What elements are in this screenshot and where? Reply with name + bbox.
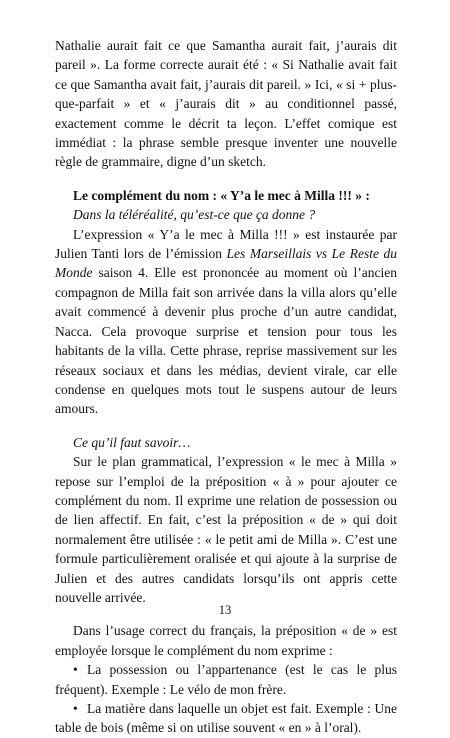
list-item xyxy=(55,660,397,699)
paragraph-usage: Dans l’usage correct du français, la préposition « de » est employée lorsque le complément du nom exprime : xyxy=(55,623,397,658)
bullet-icon: • xyxy=(73,662,78,678)
subheading-know: Ce qu’il faut savoir… xyxy=(73,434,191,450)
paragraph-expression-start: L’expression « Y’a le mec à Milla !!! » est instaurée par Julien Tanti lors de l’émission xyxy=(55,226,397,262)
bullet-list xyxy=(55,660,397,738)
list-item-text: La possession ou l’appartenance (est le cas le plus fréquent). Exemple : Le vélo de mon frère. xyxy=(55,662,397,697)
show-title: Les Marseillais vs Le Reste du Monde xyxy=(55,246,397,281)
spacer xyxy=(55,172,397,186)
page-number: 13 xyxy=(218,603,232,617)
list-item-text: La matière dans laquelle un objet est fait. Exemple : Une table de bois (même si on utilise souvent « en » à l’oral). xyxy=(55,701,397,736)
subheading-tv: Dans la téléréalité, qu’est-ce que ça donne ? xyxy=(73,207,316,223)
paragraph-expression xyxy=(55,225,397,419)
paragraph-expression-end: saison 4. Elle est prononcée au moment où l’ancien compagnon de Milla fait son arrivée dans la villa alors qu’elle avait commencé à devenir plus proche d’un autre candidat, Nacca. Cela provoque surprise et tension pour tous les habitants de la villa. Cette phrase, reprise massivement sur les réseaux sociaux et dans les médias, devient virale, car elle condense en quelques mots tout le suspens autour de leurs amours. xyxy=(55,265,397,417)
bullet-icon: • xyxy=(73,701,78,716)
paragraph-continuation: Nathalie aurait fait ce que Samantha aurait fait, j’aurais dit pareil ». La forme correcte aurait été : « Si Nathalie avait fait ce que Samantha avait fait, j’aurais dit pareil. » Ici, « si + plus-que-parfait » et « j’aurais dit » au conditionnel passé, exactement comme le décrit ta leçon. L’effet comique est immédiat : la phrase semble presque inventer une nouvelle règle de grammaire, digne d’un sketch. xyxy=(55,38,397,170)
spacer xyxy=(55,419,397,433)
page-body xyxy=(55,36,397,738)
section-heading: Le complément du nom : « Y’a le mec à Milla !!! » : xyxy=(73,187,370,203)
list-item xyxy=(55,699,397,738)
paragraph-grammar: Sur le plan grammatical, l’expression « le mec à Milla » repose sur l’emploi de la préposition « à » pour ajouter ce complément du nom. Il exprime une relation de possession ou de lien affectif. En fait, c’est la préposition « de » qui doit normalement être utilisée : « le petit ami de Milla ». C’est une formule particulièrement oralisée et qui ajoute à la surprise de Julien et des autres candidats lorsqu’ils ont appris cette nouvelle arrivée. xyxy=(55,454,397,605)
